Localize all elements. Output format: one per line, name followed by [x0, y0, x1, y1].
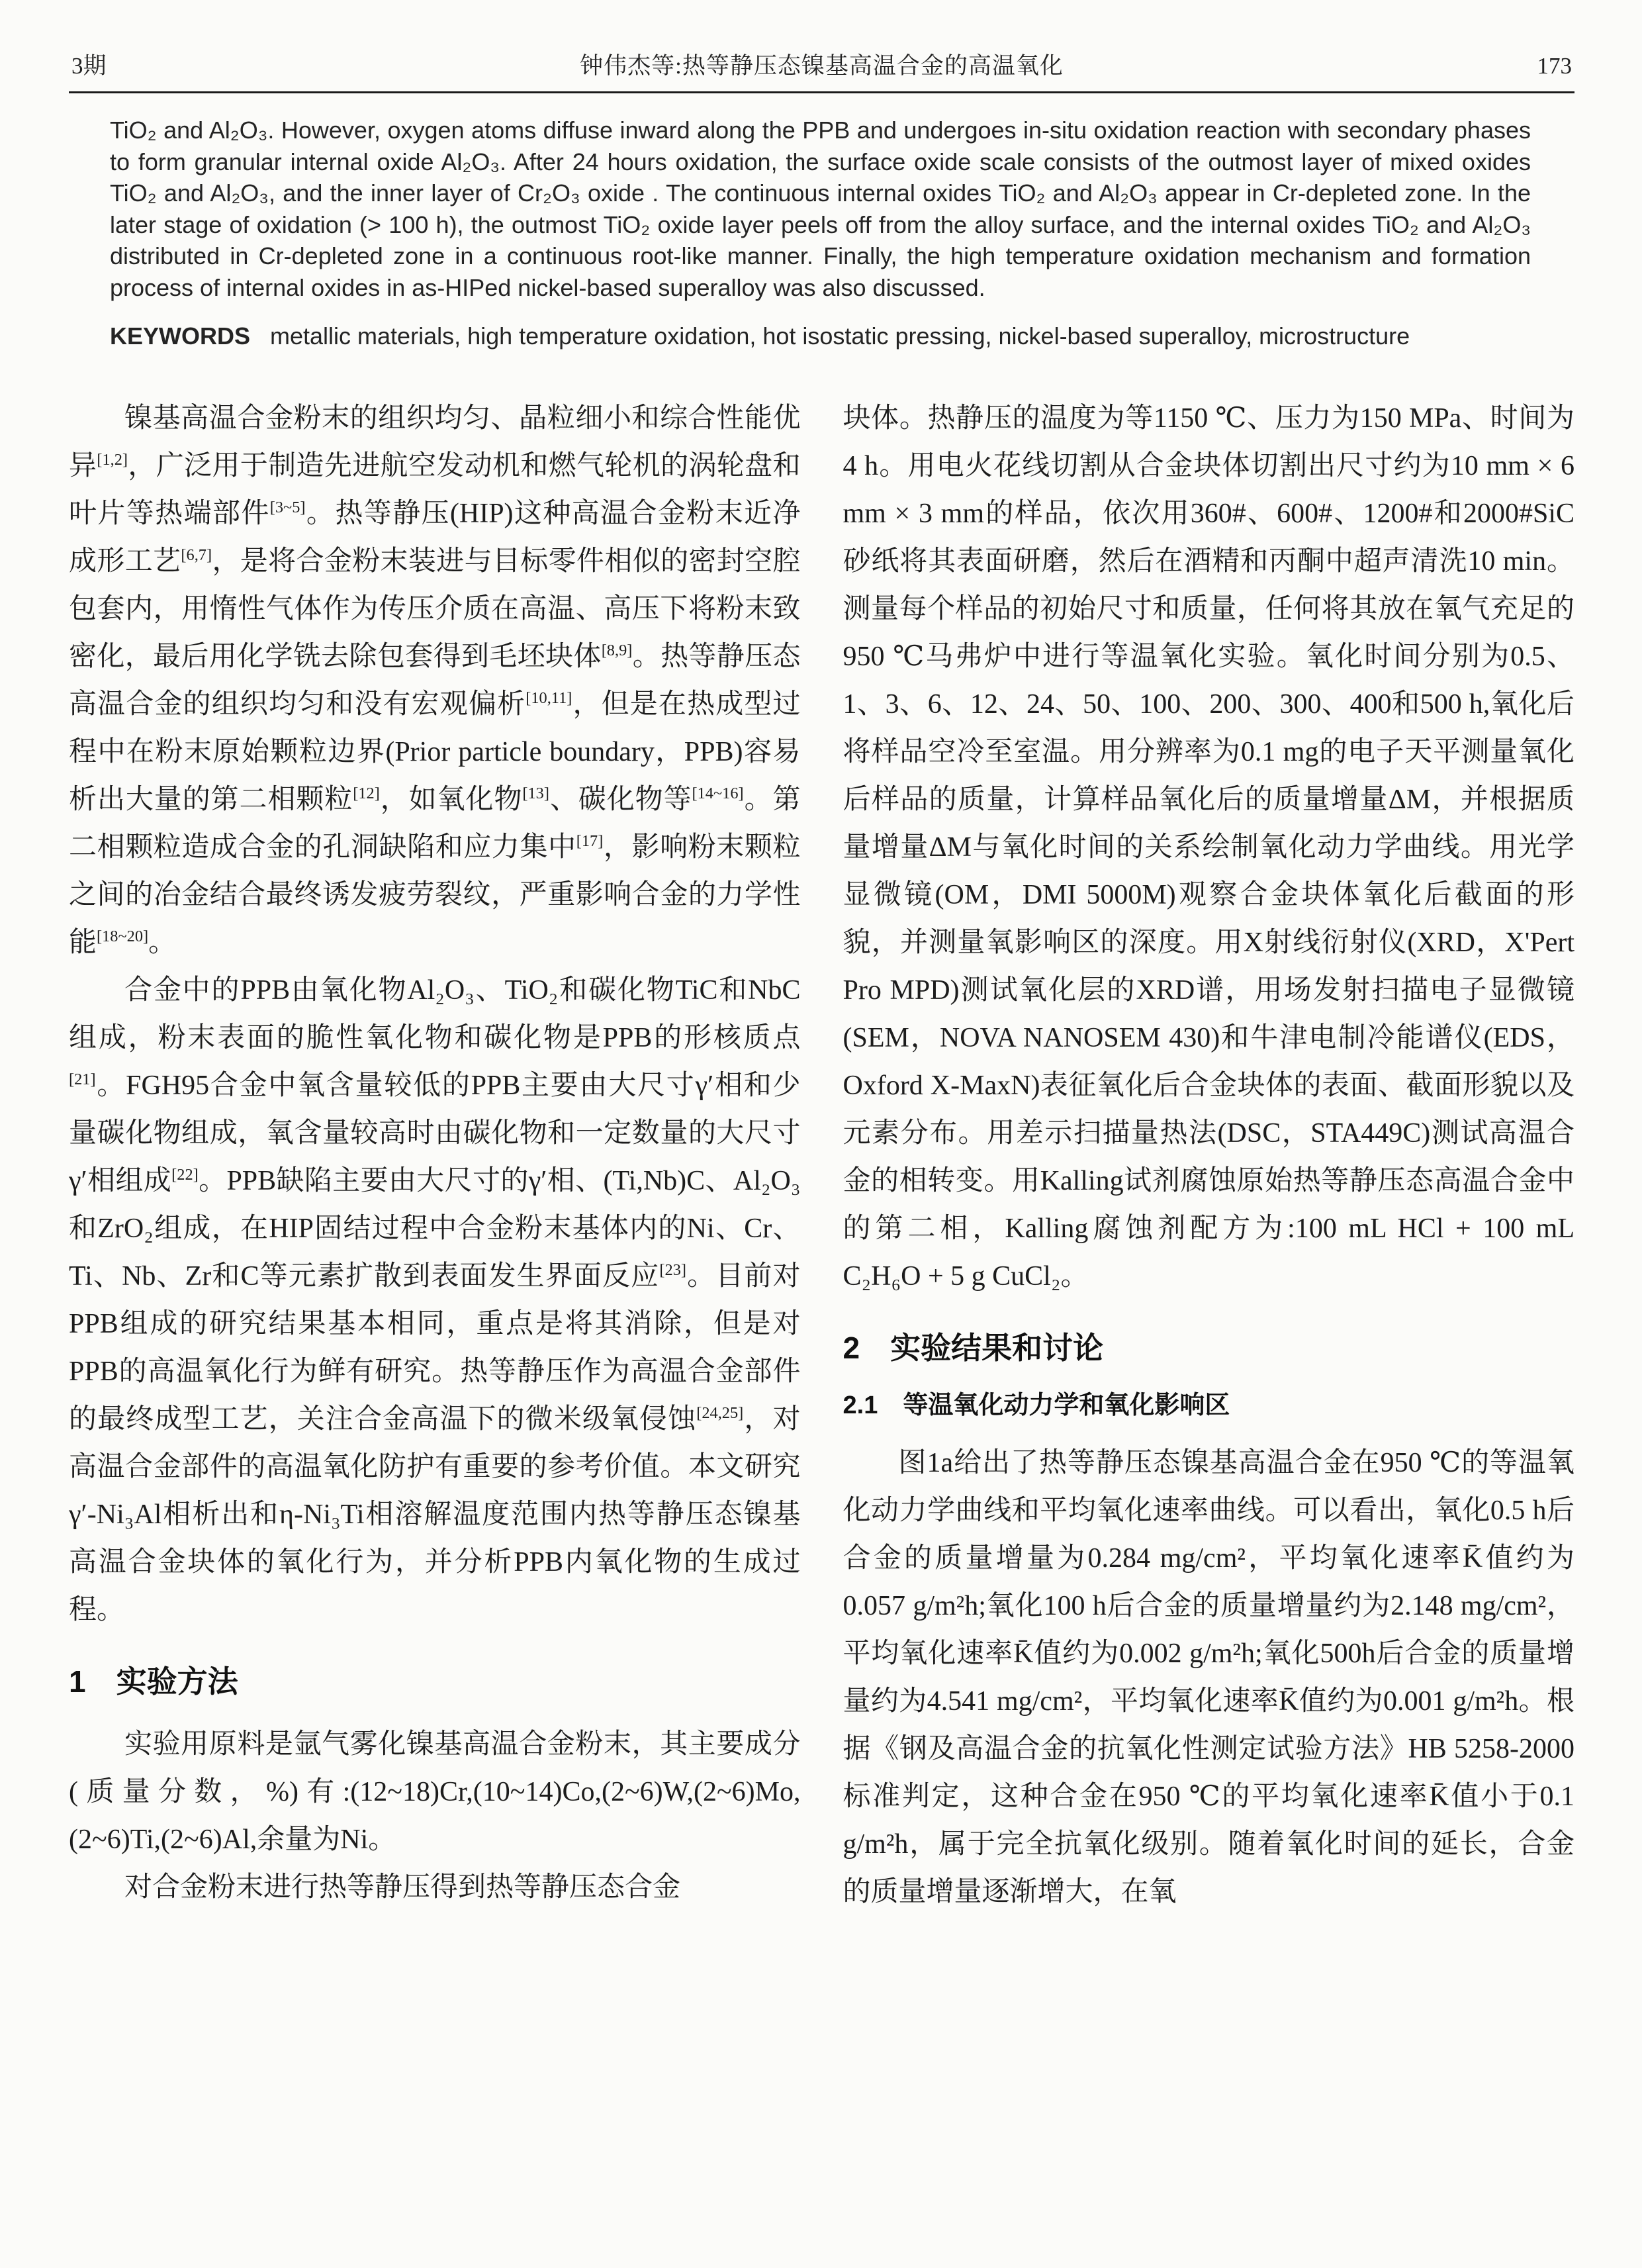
keywords-block	[110, 320, 1531, 352]
abstract-text: TiO₂ and Al₂O₃. However, oxygen atoms diffuse inward along the PPB and undergoes in-situ oxidation reaction with secondary phases to form granular internal oxide Al₂O₃. After 24 hours oxidation, the surface oxide scale consists of the outmost layer of mixed oxides TiO₂ and Al₂O₃, and the inner layer of Cr₂O₃ oxide . The continuous internal oxides TiO₂ and Al₂O₃ appear in Cr-depleted zone. In the later stage of oxidation (> 100 h), the outmost TiO₂ oxide layer peels off from the alloy surface, and the internal oxides TiO₂ and Al₂O₃ distributed in Cr-depleted zone in a continuous root-like manner. Finally, the high temperature oxidation mechanism and formation process of internal oxides in as-HIPed nickel-based superalloy was also discussed.	[110, 117, 1531, 301]
abstract-section	[110, 115, 1531, 352]
body-paragraph-methods-continued: 块体。热静压的温度为等1150 ℃、压力为150 MPa、时间为4 h。用电火花线切割从合金块体切割出尺寸约为10 mm × 6 mm × 3 mm的样品，依次用360#、600#、1200#和2000#SiC砂纸将其表面研磨，然后在酒精和丙酮中超声清洗10 min。测量每个样品的初始尺寸和质量，任何将其放在氧气充足的950 ℃马弗炉中进行等温氧化实验。氧化时间分别为0.5、1、3、6、12、24、50、100、200、300、400和500 h,氧化后将样品空冷至室温。用分辨率为0.1 mg的电子天平测量氧化后样品的质量，计算样品氧化后的质量增量ΔM，并根据质量增量ΔM与氧化时间的关系绘制氧化动力学曲线。用光学显微镜(OM，DMI 5000M)观察合金块体氧化后截面的形貌，并测量氧影响区的深度。用X射线衍射仪(XRD，X'Pert Pro MPD)测试氧化层的XRD谱，用场发射扫描电子显微镜(SEM，NOVA NANOSEM 430)和牛津电制冷能谱仪(EDS，Oxford X-MaxN)表征氧化后合金块体的表面、截面形貌以及元素分布。用差示扫描量热法(DSC，STA449C)测试高温合金的相转变。用Kalling试剂腐蚀原始热等静压态高温合金中的第二相，Kalling腐蚀剂配方为:100 mL HCl + 100 mL C₂H₆O + 5 g CuCl₂。	[843, 402, 1574, 1292]
header-rule	[69, 91, 1574, 93]
body-paragraph-intro-1: 镍基高温合金粉末的组织均匀、晶粒细小和综合性能优异[1,2]，广泛用于制造先进航空发动机和燃气轮机的涡轮盘和叶片等热端部件[3~5]。热等静压(HIP)这种高温合金粉末近净成形工艺[6,7]，是将合金粉末装进与目标零件相似的密封空腔包套内，用惰性气体作为传压介质在高温、高压下将粉末致密化，最后用化学铣去除包套得到毛坯块体[8,9]。热等静压态高温合金的组织均匀和没有宏观偏析[10,11]，但是在热成型过程中在粉末原始颗粒边界(Prior particle boundary，PPB)容易析出大量的第二相颗粒[12]，如氧化物[13]、碳化物等[14~16]。第二相颗粒造成合金的孔洞缺陷和应力集中[17]，影响粉末颗粒之间的冶金结合最终诱发疲劳裂纹，严重影响合金的力学性能[18~20]。	[69, 402, 801, 958]
page-header	[69, 37, 1574, 91]
right-column	[843, 395, 1575, 1916]
body-paragraph-intro-2: 合金中的PPB由氧化物Al₂O₃、TiO₂和碳化物TiC和NbC组成，粉末表面的脆性氧化物和碳化物是PPB的形核质点[21]。FGH95合金中氧含量较低的PPB主要由大尺寸γ′相和少量碳化物组成，氧含量较高时由碳化物和一定数量的大尺寸γ′相组成[22]。PPB缺陷主要由大尺寸的γ′相、(Ti,Nb)C、Al₂O₃和ZrO₂组成，在HIP固结过程中合金粉末基体内的Ni、Cr、Ti、Nb、Zr和C等元素扩散到表面发生界面反应[23]。目前对PPB组成的研究结果基本相同，重点是将其消除，但是对PPB的高温氧化行为鲜有研究。热等静压作为高温合金部件的最终成型工艺，关注合金高温下的微米级氧侵蚀[24,25]，对高温合金部件的高温氧化防护有重要的参考价值。本文研究γ′-Ni₃Al相析出和η-Ni₃Ti相溶解温度范围内热等静压态镍基高温合金块体的氧化行为，并分析PPB内氧化物的生成过程。	[69, 974, 801, 1625]
section-heading-results: 2 实验结果和讨论	[843, 1330, 1104, 1365]
two-column-body	[69, 395, 1574, 1916]
body-paragraph-results-1: 图1a给出了热等静压态镍基高温合金在950 ℃的等温氧化动力学曲线和平均氧化速率曲线。可以看出，氧化0.5 h后合金的质量增量为0.284 mg/cm²，平均氧化速率K̄值约为0.057 g/m²h;氧化100 h后合金的质量增量约为2.148 mg/cm²，平均氧化速率K̄值约为0.002 g/m²h;氧化500h后合金的质量增量约为4.541 mg/cm²，平均氧化速率K̄值约为0.001 g/m²h。根据《钢及高温合金的抗氧化性测定试验方法》HB 5258-2000标准判定，这种合金在950 ℃的平均氧化速率K̄值小于0.1 g/m²h，属于完全抗氧化级别。随着氧化时间的延长，合金的质量增量逐渐增大，在氧	[843, 1448, 1574, 1908]
body-paragraph-methods-1: 实验用原料是氩气雾化镍基高温合金粉末，其主要成分(质量分数，%)有:(12~18)Cr,(10~14)Co,(2~6)W,(2~6)Mo,(2~6)Ti,(2~6)Al,余量为Ni。	[69, 1729, 801, 1855]
subsection-heading-oxidation-kinetics: 2.1 等温氧化动力学和氧化影响区	[843, 1392, 1230, 1419]
running-title: 钟伟杰等:热等静压态镍基高温合金的高温氧化	[580, 53, 1064, 79]
issue-label: 3期	[71, 53, 107, 79]
body-paragraph-methods-2: 对合金粉末进行热等静压得到热等静压态合金	[124, 1872, 681, 1903]
left-column	[69, 395, 801, 1916]
section-heading-methods: 1 实验方法	[69, 1664, 238, 1699]
page-number: 173	[1537, 53, 1572, 79]
keywords-label: KEYWORDS	[110, 322, 251, 350]
keywords-text: metallic materials, high temperature oxidation, hot isostatic pressing, nickel-based superalloy, microstructure	[270, 322, 1410, 350]
